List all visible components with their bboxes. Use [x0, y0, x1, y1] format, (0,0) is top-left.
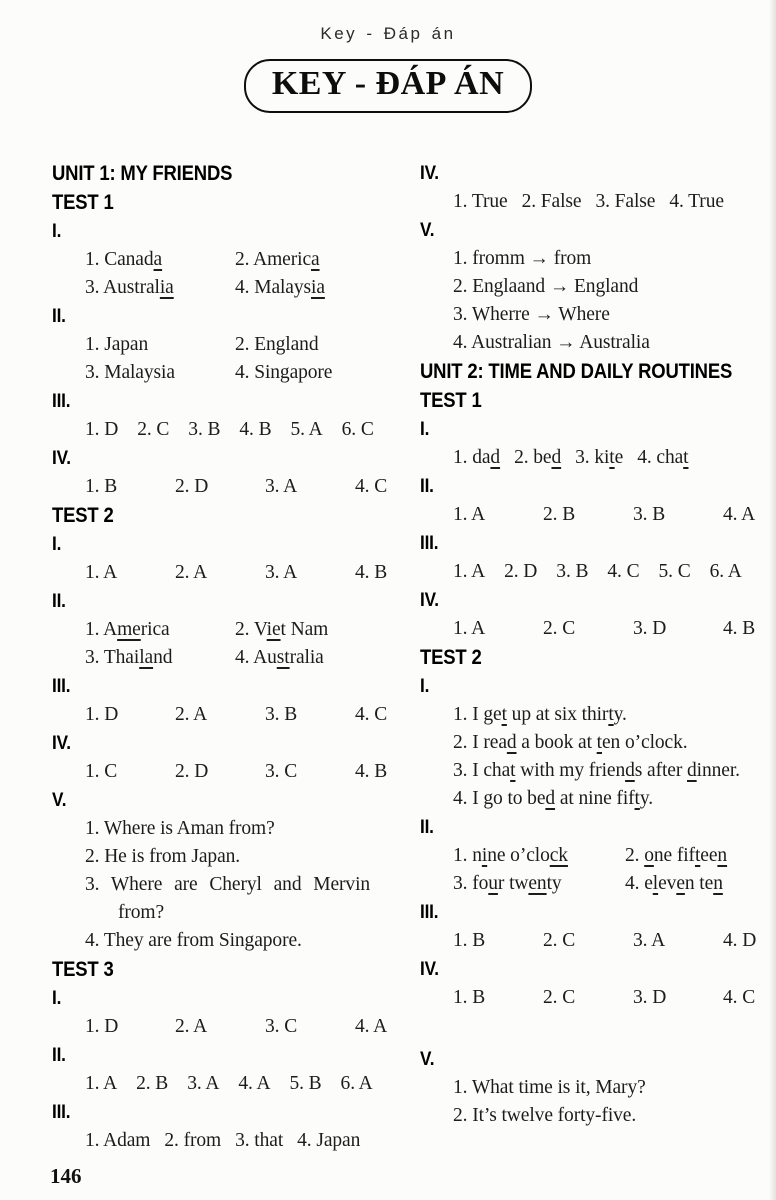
answer-cell: 2. False	[521, 191, 582, 212]
right-column	[420, 159, 776, 1155]
answer-cell: 4. chat	[637, 447, 689, 468]
answer-cell: 3. A	[633, 930, 666, 951]
answer-row	[52, 644, 420, 672]
answer-cell: 3. A	[265, 562, 298, 583]
answer-cell: 2. Viet Nam	[235, 619, 329, 640]
answer-cell: 1. B	[453, 987, 486, 1008]
answer-row	[52, 616, 420, 644]
answer-row	[420, 558, 776, 586]
answer-cell: 1. D	[85, 1016, 119, 1037]
answer-cell: 1. America	[85, 619, 170, 640]
answer-cell: 2. D	[504, 561, 538, 582]
section-numeral	[52, 984, 420, 1013]
answer-sentence: 3. Where are Cheryl and Mervin	[85, 874, 371, 895]
answer-cell: 2. C	[543, 930, 576, 951]
vertical-gap	[420, 1012, 776, 1045]
answer-cell: 1. nine o’clock	[453, 845, 568, 866]
answer-sentence: 4. Australian → Australia	[453, 332, 650, 353]
test-heading	[420, 643, 776, 672]
section-numeral	[52, 1041, 420, 1070]
heading-label: I.	[52, 987, 62, 1009]
answer-cell: 3. Thailand	[85, 647, 173, 668]
answer-row	[52, 1070, 420, 1098]
test-heading	[52, 955, 420, 984]
answer-cell: 1. A	[85, 562, 118, 583]
answer-cell: 2. B	[543, 504, 576, 525]
answer-cell: 1. A	[453, 618, 486, 639]
section-numeral	[420, 159, 776, 188]
section-numeral	[52, 786, 420, 815]
answer-sentence: 4. I go to bed at nine fifty.	[453, 788, 654, 809]
answer-cell: 1. dad	[453, 447, 501, 468]
answer-cell: 4. Australia	[235, 647, 324, 668]
section-numeral	[420, 586, 776, 615]
title-box-wrap	[0, 59, 776, 119]
answer-cell: 3. kite	[575, 447, 624, 468]
answer-cell: 4. A	[238, 1073, 271, 1094]
section-numeral	[52, 672, 420, 701]
section-numeral	[420, 472, 776, 501]
section-numeral	[420, 216, 776, 245]
answer-cell: 2. America	[235, 249, 320, 270]
answer-cell: 1. Adam	[85, 1130, 151, 1151]
answer-cell: 3. D	[633, 618, 667, 639]
answer-row	[52, 416, 420, 444]
test-heading	[52, 188, 420, 217]
answer-row	[420, 870, 776, 898]
heading-label: III.	[420, 532, 439, 554]
answer-row	[52, 274, 420, 302]
answer-cell: 2. one fifteen	[625, 845, 728, 866]
answer-cell: 4. A	[355, 1016, 388, 1037]
answer-key-content	[0, 119, 776, 1155]
answer-cell: 2. D	[175, 761, 209, 782]
section-numeral	[52, 444, 420, 473]
answer-row	[52, 473, 420, 501]
heading-label: IV.	[420, 958, 439, 980]
answer-cell: 3. B	[556, 561, 589, 582]
answer-cell: 6. C	[341, 419, 374, 440]
heading-label: V.	[420, 219, 435, 241]
answer-cell: 4. Malaysia	[235, 277, 325, 298]
answer-cell: 1. True	[453, 191, 508, 212]
answer-cell: 1. D	[85, 419, 119, 440]
heading-label: III.	[420, 901, 439, 923]
section-numeral	[420, 898, 776, 927]
answer-cell: 2. B	[136, 1073, 169, 1094]
answer-cell: 1. B	[453, 930, 486, 951]
heading-label: V.	[52, 789, 67, 811]
heading-label: TEST 3	[52, 957, 114, 981]
section-numeral	[52, 217, 420, 246]
answer-cell: 3. B	[188, 419, 221, 440]
answer-row	[52, 246, 420, 274]
answer-cell: 6. A	[709, 561, 742, 582]
heading-label: IV.	[52, 447, 71, 469]
answer-row	[420, 501, 776, 529]
answer-cell: 3. A	[265, 476, 298, 497]
answer-sentence: 1. fromm → from	[453, 248, 592, 269]
answer-sentence: 1. Where is Aman from?	[85, 818, 275, 839]
answer-cell: 5. B	[289, 1073, 322, 1094]
heading-label: UNIT 1: MY FRIENDS	[52, 161, 233, 185]
answer-cell: 1. D	[85, 704, 119, 725]
answer-cell: 4. C	[723, 987, 756, 1008]
answer-sentence: 2. He is from Japan.	[85, 846, 241, 867]
answer-cell: 2. bed	[514, 447, 562, 468]
answer-cell: 2. C	[543, 618, 576, 639]
answer-row	[52, 559, 420, 587]
answer-cell: 4. B	[723, 618, 756, 639]
answer-cell: 2. C	[137, 419, 170, 440]
answer-row	[420, 615, 776, 643]
answer-cell: 3. C	[265, 761, 298, 782]
heading-label: TEST 2	[420, 645, 482, 669]
answer-row	[420, 188, 776, 216]
answer-cell: 3. B	[265, 704, 298, 725]
answer-cell: 2. from	[164, 1130, 222, 1151]
answer-cell: 4. B	[355, 562, 388, 583]
answer-cell: 3. D	[633, 987, 667, 1008]
heading-label: V.	[420, 1048, 435, 1070]
heading-label: II.	[52, 305, 66, 327]
section-numeral	[52, 387, 420, 416]
answer-row	[420, 444, 776, 472]
section-numeral	[420, 1045, 776, 1074]
answer-cell: 4. eleven ten	[625, 873, 723, 894]
answer-cell: 2. D	[175, 476, 209, 497]
answer-cell: 1. A	[453, 504, 486, 525]
answer-sentence: 3. Wherre → Where	[453, 304, 610, 325]
answer-cell: 5. A	[290, 419, 323, 440]
answer-sentence: 2. It’s twelve forty-five.	[453, 1105, 637, 1126]
answer-cell: 1. B	[85, 476, 118, 497]
answer-cell: 4. D	[723, 930, 757, 951]
answer-sentence: 3. I chat with my friends after dinner.	[453, 760, 740, 781]
heading-label: IV.	[420, 589, 439, 611]
running-header: Key - Đáp án	[320, 24, 456, 43]
answer-cell: 4. C	[355, 704, 388, 725]
heading-label: I.	[52, 220, 62, 242]
answer-cell: 4. B	[239, 419, 272, 440]
answer-cell: 3. C	[265, 1016, 298, 1037]
answer-sentence: 2. I read a book at ten o’clock.	[453, 732, 688, 753]
answer-row	[52, 359, 420, 387]
answer-cell: 4. B	[355, 761, 388, 782]
answer-cell: 2. A	[175, 1016, 208, 1037]
answer-row	[52, 701, 420, 729]
page-number: 146	[50, 1164, 82, 1188]
answer-row	[52, 1127, 420, 1155]
answer-cell: 5. C	[658, 561, 691, 582]
answer-cell: 3. Malaysia	[85, 362, 175, 383]
answer-cell: 1. C	[85, 761, 118, 782]
section-numeral	[52, 302, 420, 331]
answer-cell: 3. Australia	[85, 277, 174, 298]
answer-cell: 1. A	[85, 1073, 118, 1094]
section-numeral	[420, 813, 776, 842]
answer-cell: 2. England	[235, 334, 319, 355]
answer-cell: 1. Canada	[85, 249, 163, 270]
heading-label: II.	[420, 816, 434, 838]
heading-label: TEST 1	[420, 388, 482, 412]
left-column	[52, 159, 420, 1155]
heading-label: UNIT 2: TIME AND DAILY ROUTINES	[420, 359, 733, 383]
answer-cell: 4. True	[669, 191, 724, 212]
test-heading	[420, 386, 776, 415]
section-numeral	[420, 672, 776, 701]
answer-cell: 4. Singapore	[235, 362, 333, 383]
answer-row	[420, 927, 776, 955]
answer-sentence: from?	[118, 902, 165, 923]
answer-cell: 4. A	[723, 504, 756, 525]
heading-label: I.	[420, 418, 430, 440]
answer-cell: 3. B	[633, 504, 666, 525]
answer-row	[420, 842, 776, 870]
answer-cell: 3. that	[235, 1130, 284, 1151]
answer-cell: 4. Japan	[297, 1130, 361, 1151]
answer-row	[52, 1013, 420, 1041]
answer-cell: 3. A	[187, 1073, 220, 1094]
section-numeral	[52, 587, 420, 616]
heading-label: IV.	[420, 162, 439, 184]
section-numeral	[420, 529, 776, 558]
heading-label: I.	[420, 675, 430, 697]
unit-heading	[420, 357, 776, 386]
heading-label: I.	[52, 533, 62, 555]
answer-sentence: 2. Englaand → England	[453, 276, 639, 297]
answer-cell: 1. Japan	[85, 334, 149, 355]
section-numeral	[420, 955, 776, 984]
answer-cell: 4. C	[355, 476, 388, 497]
section-numeral	[52, 1098, 420, 1127]
heading-label: II.	[420, 475, 434, 497]
heading-label: II.	[52, 1044, 66, 1066]
answer-cell: 2. A	[175, 562, 208, 583]
answer-cell: 4. C	[607, 561, 640, 582]
answer-cell: 6. A	[340, 1073, 373, 1094]
page-title: KEY - ĐÁP ÁN	[271, 65, 505, 102]
heading-label: III.	[52, 1101, 71, 1123]
answer-cell: 1. A	[453, 561, 486, 582]
answer-cell: 3. False	[595, 191, 656, 212]
section-numeral	[420, 415, 776, 444]
answer-sentence: 4. They are from Singapore.	[85, 930, 302, 951]
heading-label: TEST 2	[52, 503, 114, 527]
answer-row	[52, 758, 420, 786]
answer-sentence: 1. What time is it, Mary?	[453, 1077, 646, 1098]
answer-row	[52, 331, 420, 359]
title-box	[244, 59, 532, 113]
heading-label: IV.	[52, 732, 71, 754]
section-numeral	[52, 530, 420, 559]
answer-cell: 3. four twenty	[453, 873, 562, 894]
heading-label: TEST 1	[52, 190, 114, 214]
answer-cell: 2. A	[175, 704, 208, 725]
test-heading	[52, 501, 420, 530]
answer-cell: 2. C	[543, 987, 576, 1008]
answer-sentence: 1. I get up at six thirty.	[453, 704, 627, 725]
unit-heading	[52, 159, 420, 188]
heading-label: III.	[52, 675, 71, 697]
heading-label: III.	[52, 390, 71, 412]
section-numeral	[52, 729, 420, 758]
heading-label: II.	[52, 590, 66, 612]
answer-row	[420, 984, 776, 1012]
